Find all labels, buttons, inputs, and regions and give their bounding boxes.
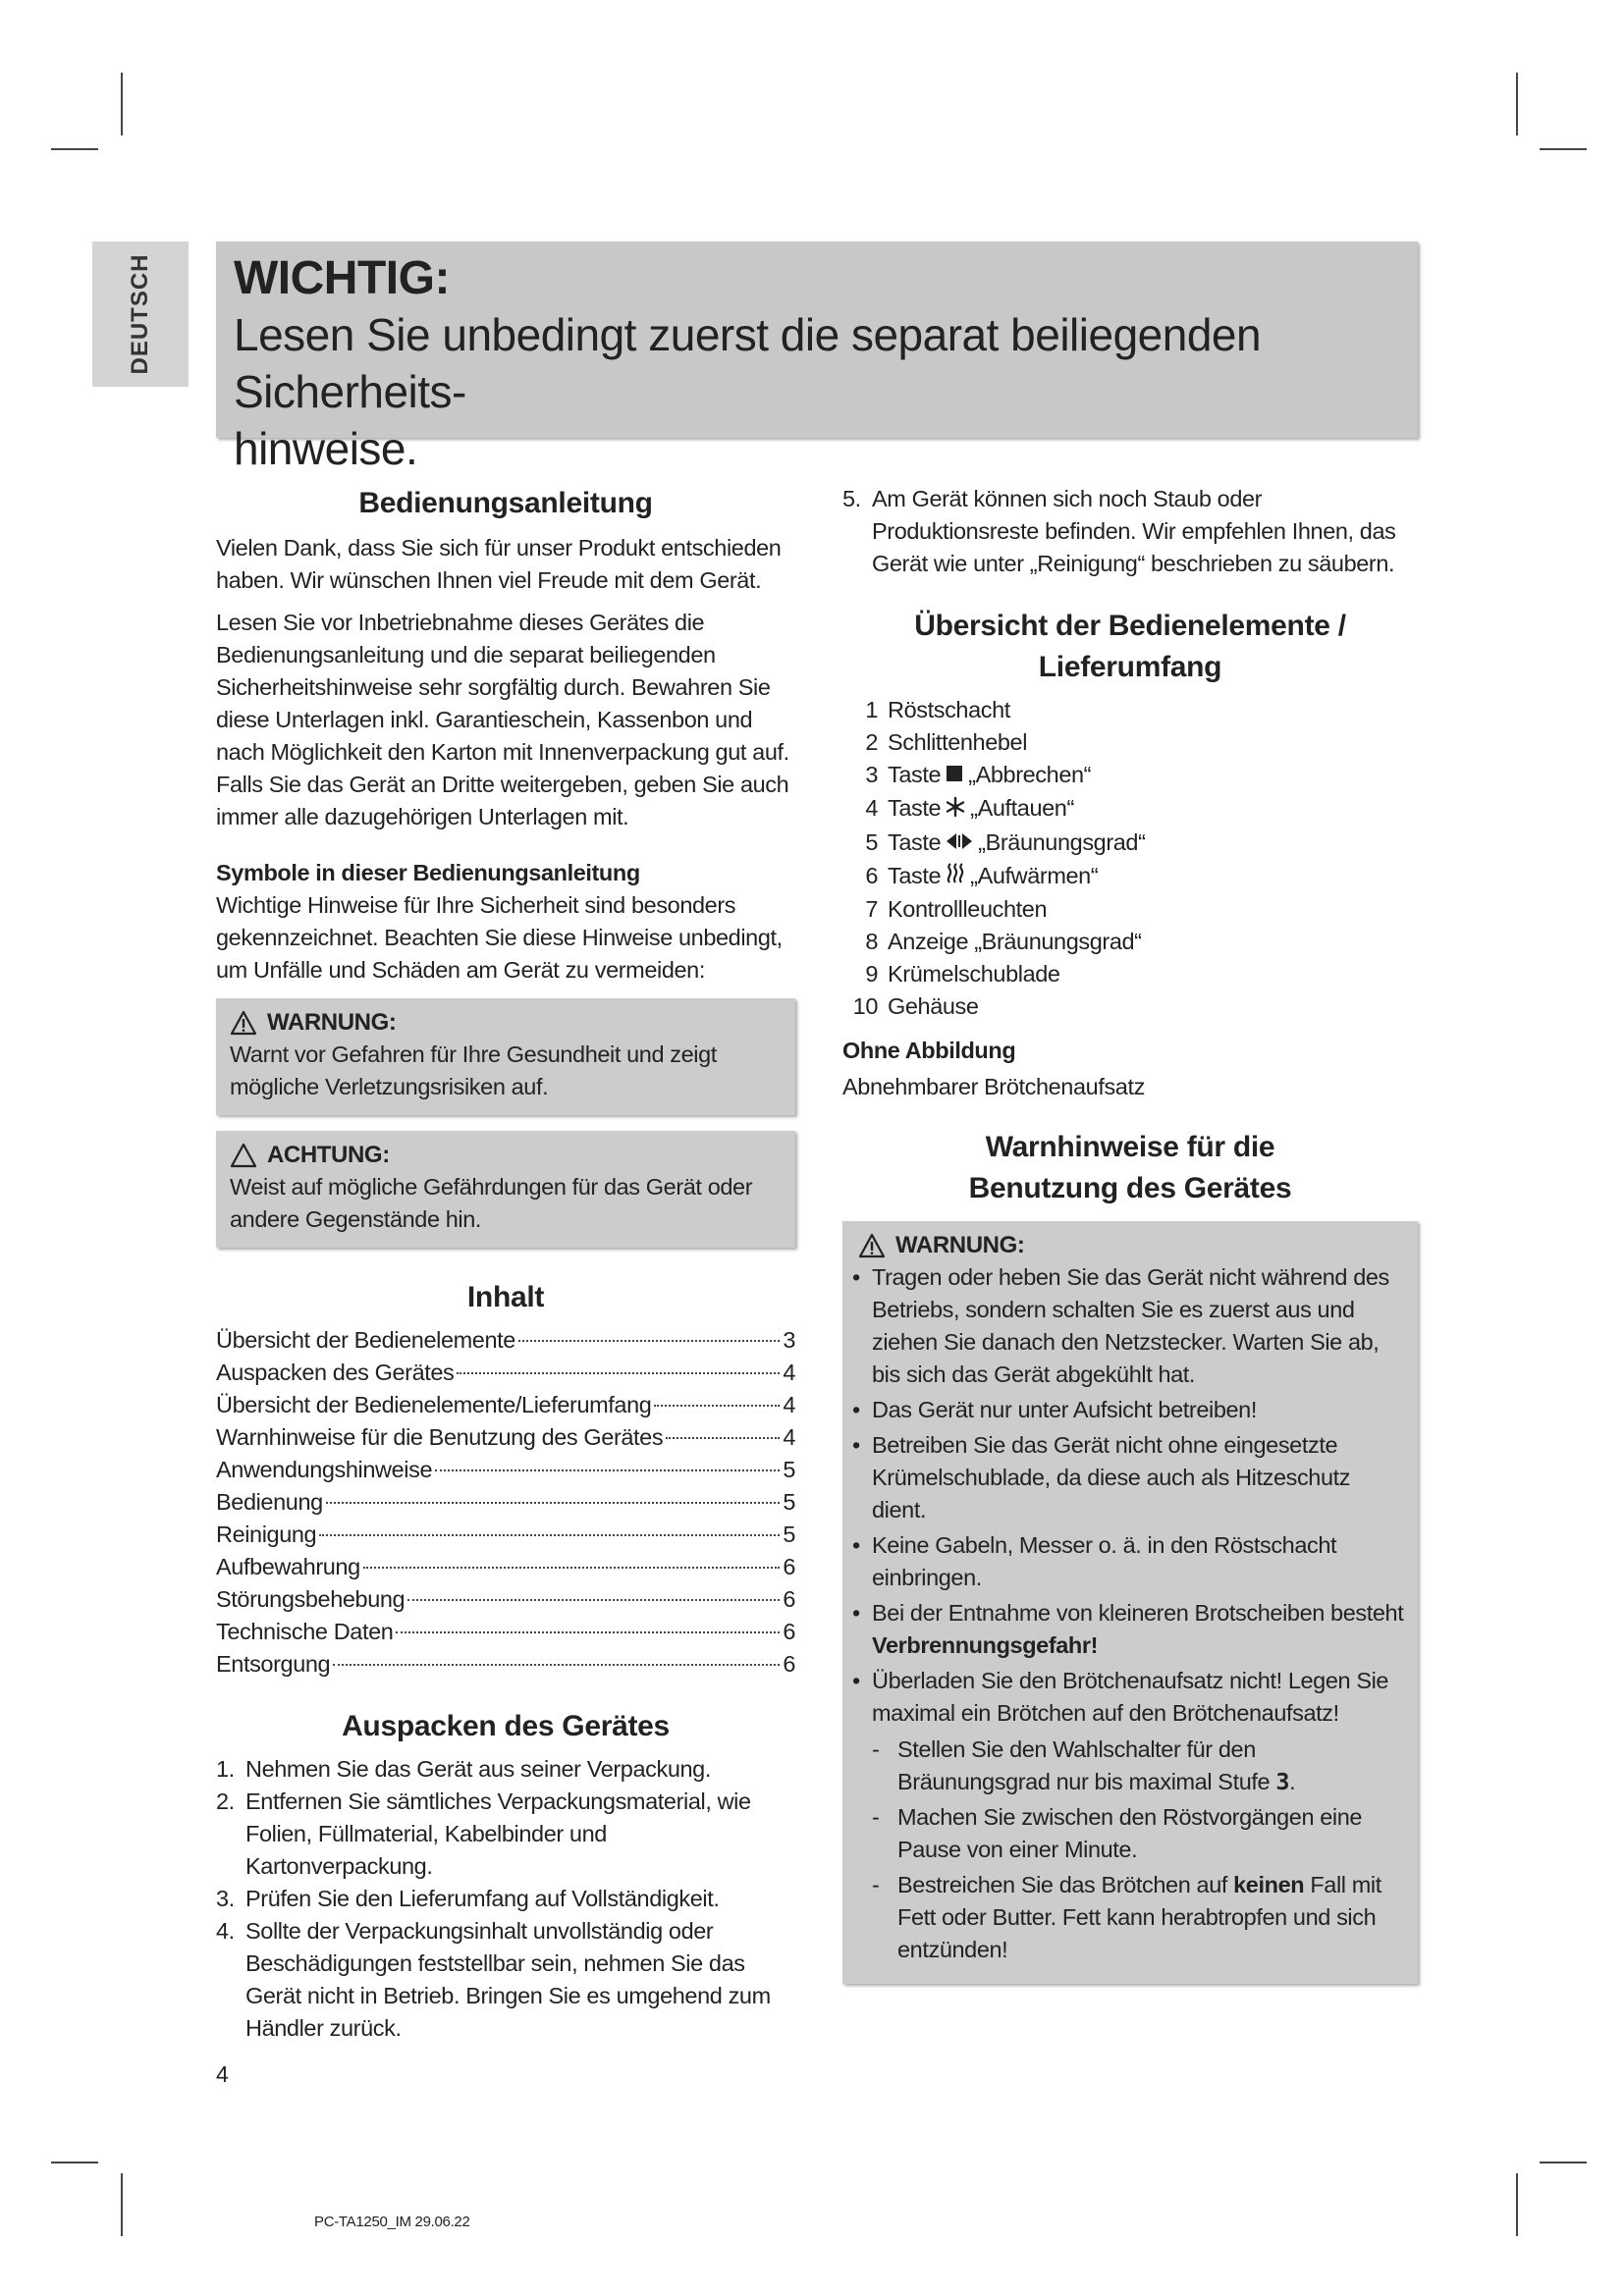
toc-leader-dots [457, 1372, 780, 1374]
table-of-contents [216, 1324, 795, 1681]
step-number: 3. [216, 1886, 235, 1911]
toc-label: Übersicht der Bedienelemente/Lieferumfang [216, 1392, 652, 1417]
crop-mark [121, 73, 123, 135]
list-item [842, 926, 1418, 958]
toc-entry [216, 1324, 795, 1357]
toc-page: 6 [783, 1586, 795, 1612]
stop-icon [945, 760, 964, 792]
item-label: „Abbrechen“ [968, 762, 1092, 787]
warning-box [216, 998, 795, 1115]
toc-page: 6 [783, 1651, 795, 1677]
toc-leader-dots [654, 1405, 780, 1407]
crop-mark [1540, 2162, 1587, 2163]
caution-box-text: Weist auf mögliche Gefährdungen für das Gerät oder andere Gegenstände hin. [230, 1174, 753, 1232]
warning-text: Tragen oder heben Sie das Gerät nicht während des Betriebs, sondern schalten Sie es zuerst aus und ziehen Sie danach den Netzstecker. Warten Sie ab, bis sich das Gerät abgekühlt hat. [872, 1264, 1389, 1388]
list-item [216, 1883, 795, 1915]
left-column [216, 483, 795, 2045]
crop-mark [121, 2173, 123, 2236]
toc-leader-dots [333, 1664, 780, 1666]
list-item [216, 1753, 795, 1786]
banner-title: WICHTIG: [234, 252, 450, 304]
without-illustration-heading: Ohne Abbildung [842, 1038, 1016, 1064]
step-text: Sollte der Verpackungsinhalt unvollständig oder Beschädigungen feststellbar sein, nehmen Sie das Gerät nicht in Betrieb. Bringen Sie es umgehend zum Händler zurück. [245, 1918, 771, 2041]
item-number: 4 [865, 795, 878, 822]
item-prefix: Taste [888, 828, 942, 855]
item-label: Krümelschublade [888, 961, 1060, 988]
item-prefix: Taste [888, 795, 942, 822]
toc-label: Aufbewahrung [216, 1554, 360, 1579]
toc-leader-dots [326, 1502, 781, 1504]
stufe-value: 3 [1275, 1768, 1290, 1796]
item-prefix: Taste [888, 862, 942, 888]
caution-triangle-icon [230, 1143, 257, 1168]
caution-box-title: ACHTUNG: [267, 1142, 390, 1168]
item-label: Röstschacht [888, 697, 1010, 722]
overview-title-1: Übersicht der Bedienelemente / [914, 610, 1346, 642]
toc-page: 5 [783, 1522, 795, 1547]
toc-label: Übersicht der Bedienelemente [216, 1327, 515, 1353]
toc-entry [216, 1357, 795, 1389]
toc-entry [216, 1648, 795, 1681]
language-tab [92, 241, 189, 387]
item-label: „Aufwärmen“ [970, 862, 1099, 888]
banner-line-1: Lesen Sie unbedingt zuerst die separat beiliegenden Sicherheits- [234, 309, 1262, 417]
warning-box-title: WARNUNG: [267, 1009, 397, 1036]
list-item: - Bestreichen Sie das Brötchen auf keinen Fall mit Fett oder Butter. Fett kann herabtropfen und sich entzünden! [872, 1872, 1381, 1963]
item-number: 8 [865, 929, 878, 955]
list-item [842, 694, 1418, 726]
warning-text: Das Gerät nur unter Aufsicht betreiben! [872, 1397, 1257, 1423]
unpacking-steps-continued [842, 483, 1418, 580]
steam-icon [945, 861, 966, 893]
step-text: Prüfen Sie den Lieferumfang auf Vollständigkeit. [245, 1886, 720, 1911]
caution-box [216, 1131, 795, 1248]
without-illustration-text: Abnehmbarer Brötchenaufsatz [842, 1074, 1145, 1100]
toc-leader-dots [319, 1534, 780, 1536]
warning-text: Keine Gabeln, Messer o. ä. in den Röstschacht einbringen. [872, 1532, 1337, 1591]
symbols-heading: Symbole in dieser Bedienungsanleitung [216, 860, 640, 885]
toc-label: Anwendungshinweise [216, 1457, 433, 1482]
crop-mark [1540, 148, 1587, 150]
list-item [842, 726, 1418, 759]
toc-page: 5 [783, 1489, 795, 1515]
manual-title: Bedienungsanleitung [358, 487, 653, 519]
list-item [842, 860, 1418, 893]
step-number: 2. [216, 1789, 235, 1814]
list-item [216, 1786, 795, 1883]
toc-leader-dots [407, 1599, 780, 1601]
list-item [216, 1915, 795, 2045]
toc-leader-dots [518, 1340, 780, 1342]
list-item [842, 759, 1418, 792]
sub-warning-text: Machen Sie zwischen den Röstvorgängen eine Pause von einer Minute. [897, 1804, 1363, 1863]
arrows-icon [945, 828, 974, 860]
contents-title: Inhalt [466, 1281, 545, 1313]
list-item [842, 958, 1418, 990]
toc-label: Auspacken des Gerätes [216, 1360, 455, 1385]
warnings-list [852, 1261, 1404, 1969]
warning-text: Betreiben Sie das Gerät nicht ohne eingesetzte Krümelschublade, da diese auch als Hitzeschutz dient. [872, 1432, 1351, 1523]
list-item: • Bei der Entnahme von kleineren Brotscheiben besteht Verbrennungsgefahr! [852, 1600, 1404, 1659]
unpacking-steps [216, 1753, 795, 2045]
toc-entry [216, 1616, 795, 1648]
toc-leader-dots [396, 1631, 780, 1633]
controls-list [842, 694, 1418, 1023]
language-tab-label: DEUTSCH [127, 253, 153, 375]
item-label: Anzeige „Bräunungsgrad“ [888, 929, 1142, 955]
list-item [842, 893, 1418, 926]
warning-triangle-icon [858, 1233, 886, 1258]
toc-leader-dots [363, 1567, 781, 1569]
snowflake-icon [945, 794, 966, 827]
list-item: • Das Gerät nur unter Aufsicht betreiben! [852, 1394, 1404, 1426]
list-item [842, 792, 1418, 826]
toc-label: Reinigung [216, 1522, 317, 1547]
page-number: 4 [216, 2061, 229, 2087]
toc-entry [216, 1421, 795, 1454]
toc-page: 6 [783, 1554, 795, 1579]
overview-title-2: Lieferumfang [1038, 651, 1222, 683]
list-item [842, 827, 1418, 860]
warnings-box-title: WARNUNG: [895, 1232, 1025, 1259]
crop-mark [51, 148, 98, 150]
warning-triangle-icon [230, 1010, 257, 1036]
toc-label: Entsorgung [216, 1651, 331, 1677]
item-label: „Auftauen“ [970, 795, 1074, 822]
crop-mark [51, 2162, 98, 2163]
item-number: 9 [865, 961, 878, 988]
item-number: 6 [865, 862, 878, 888]
toc-page: 6 [783, 1619, 795, 1644]
toc-page: 4 [783, 1360, 795, 1385]
item-number: 2 [865, 729, 878, 755]
manual-instructions: Lesen Sie vor Inbetriebnahme dieses Gerätes die Bedienungsanleitung und die separat beiliegenden Sicherheitshinweise sehr sorgfältig durch. Bewahren Sie diese Unterlagen inkl. Garantieschein, Kassenbon und nach Möglichkeit den Karton mit Innenverpackung gut auf. Falls Sie das Gerät an Dritte weitergeben, geben Sie auch immer alle dazugehörigen Unterlagen mit. [216, 610, 789, 829]
step-text: Am Gerät können sich noch Staub oder Produktionsreste befinden. Wir empfehlen Ihnen, das Gerät wie unter „Reinigung“ beschrieben zu säubern. [872, 486, 1396, 576]
item-label: Kontrollleuchten [888, 896, 1048, 923]
toc-entry [216, 1519, 795, 1551]
list-item: • Betreiben Sie das Gerät nicht ohne eingesetzte Krümelschublade, da diese auch als Hitzeschutz dient. [852, 1429, 1404, 1526]
list-item [842, 990, 1418, 1023]
toc-page: 5 [783, 1457, 795, 1482]
item-number: 7 [865, 896, 878, 923]
toc-page: 3 [783, 1327, 795, 1353]
sub-warning-text: Fall mit Fett oder Butter. Fett kann herabtropfen und sich entzünden! [897, 1872, 1381, 1963]
list-item: • Überladen Sie den Brötchenaufsatz nicht! Legen Sie maximal ein Brötchen auf den Brötchenaufsatz! - Stellen Sie den Wahlschalter für den Bräunungsgrad nur bis maximal Stufe 3. - Machen Sie zwischen den Röstvorgängen eine Pause von einer Minute. - Bestreichen Sie das Brötchen auf keinen Fall mit Fett oder Butter. Fett kann herabtropfen und sich entzünden! [852, 1665, 1404, 1969]
step-number: 1. [216, 1756, 235, 1782]
item-prefix: Taste [888, 762, 942, 787]
warning-text: Bei der Entnahme von kleineren Brotscheiben besteht [872, 1600, 1404, 1627]
sub-warning-text: Bestreichen Sie das Brötchen auf [897, 1872, 1227, 1898]
step-number: 5. [842, 486, 861, 511]
manual-intro: Vielen Dank, dass Sie sich für unser Produkt entschieden haben. Wir wünschen Ihnen viel Freude mit dem Gerät. [216, 535, 782, 593]
toc-entry [216, 1486, 795, 1519]
item-number: 10 [852, 993, 878, 1020]
toc-entry [216, 1551, 795, 1583]
sub-warning-text: Stellen Sie den Wahlschalter für den Bräunungsgrad nur bis maximal Stufe [897, 1736, 1271, 1795]
list-item: • Keine Gabeln, Messer o. ä. in den Röstschacht einbringen. [852, 1529, 1404, 1594]
emphasis-text: keinen [1233, 1872, 1305, 1898]
item-number: 1 [865, 697, 878, 722]
toc-leader-dots [435, 1469, 780, 1471]
step-number: 4. [216, 1918, 235, 1944]
item-label: „Bräunungsgrad“ [978, 828, 1146, 855]
footer-code: PC-TA1250_IM 29.06.22 [314, 2214, 470, 2230]
list-item: - Stellen Sie den Wahlschalter für den Bräunungsgrad nur bis maximal Stufe 3. [872, 1736, 1296, 1796]
toc-entry [216, 1389, 795, 1421]
item-label: Schlittenhebel [888, 729, 1028, 755]
step-text: Entfernen Sie sämtliches Verpackungsmaterial, wie Folien, Füllmaterial, Kabelbinder und Kartonverpackung. [245, 1789, 751, 1879]
banner-line-2: hinweise. [234, 423, 418, 474]
warning-text: Überladen Sie den Brötchenaufsatz nicht! Legen Sie maximal ein Brötchen auf den Brötchenaufsatz! [872, 1668, 1389, 1727]
list-item [842, 483, 1418, 580]
toc-label: Technische Daten [216, 1619, 394, 1644]
symbols-text: Wichtige Hinweise für Ihre Sicherheit sind besonders gekennzeichnet. Beachten Sie diese Hinweise unbedingt, um Unfälle und Schäden am Gerät zu vermeiden: [216, 892, 783, 983]
item-number: 5 [865, 828, 878, 855]
unpacking-title: Auspacken des Gerätes [342, 1710, 670, 1742]
warning-box-text: Warnt vor Gefahren für Ihre Gesundheit und zeigt mögliche Verletzungsrisiken auf. [230, 1041, 717, 1099]
toc-page: 4 [783, 1424, 795, 1450]
list-item: • Tragen oder heben Sie das Gerät nicht während des Betriebs, sondern schalten Sie es zuerst aus und ziehen Sie danach den Netzstecker. Warten Sie ab, bis sich das Gerät abgekühlt hat. [852, 1261, 1404, 1391]
toc-label: Störungsbehebung [216, 1586, 406, 1612]
important-banner [216, 241, 1418, 474]
warnings-title-1: Warnhinweise für die [985, 1131, 1275, 1164]
step-text: Nehmen Sie das Gerät aus seiner Verpackung. [245, 1756, 711, 1782]
warnings-box [842, 1221, 1418, 1984]
toc-leader-dots [666, 1437, 780, 1439]
sub-warnings-list [872, 1734, 1404, 1966]
toc-label: Warnhinweise für die Benutzung des Gerätes [216, 1424, 664, 1450]
burn-hazard-text: Verbrennungsgefahr! [872, 1632, 1099, 1659]
warnings-title-2: Benutzung des Gerätes [968, 1172, 1292, 1205]
toc-page: 4 [783, 1392, 795, 1417]
toc-label: Bedienung [216, 1489, 323, 1515]
right-column [842, 483, 1418, 1984]
crop-mark [1516, 2173, 1518, 2236]
item-label: Gehäuse [888, 993, 979, 1020]
item-number: 3 [865, 762, 878, 787]
crop-mark [1516, 73, 1518, 135]
list-item: - Machen Sie zwischen den Röstvorgängen eine Pause von einer Minute. [872, 1801, 1404, 1866]
toc-entry [216, 1583, 795, 1616]
toc-entry [216, 1454, 795, 1486]
